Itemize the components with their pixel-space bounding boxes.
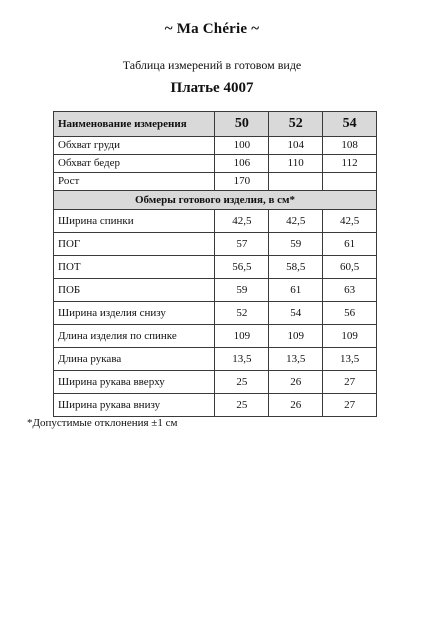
cell-value: 58,5 <box>269 256 323 279</box>
cell-value <box>269 173 323 191</box>
brand-title: ~ Ma Chérie ~ <box>164 21 260 37</box>
cell-value <box>323 173 377 191</box>
cell-value: 63 <box>323 279 377 302</box>
cell-value: 27 <box>323 371 377 394</box>
cell-value: 59 <box>269 233 323 256</box>
row-label: Обхват груди <box>54 137 215 155</box>
cell-value: 106 <box>215 155 269 173</box>
cell-value: 42,5 <box>269 210 323 233</box>
row-label: Ширина изделия снизу <box>54 302 215 325</box>
measurement-name-header: Наименование измерения <box>54 112 215 137</box>
cell-value: 61 <box>323 233 377 256</box>
cell-value: 27 <box>323 394 377 417</box>
cell-value: 52 <box>215 302 269 325</box>
row-label: Ширина рукава вверху <box>54 371 215 394</box>
row-label: ПОБ <box>54 279 215 302</box>
cell-value: 104 <box>269 137 323 155</box>
cell-value: 109 <box>269 325 323 348</box>
cell-value: 108 <box>323 137 377 155</box>
table-row <box>54 325 377 348</box>
cell-value: 13,5 <box>323 348 377 371</box>
table-row <box>54 371 377 394</box>
table-row <box>54 155 377 173</box>
table-row <box>54 173 377 191</box>
row-label: Длина рукава <box>54 348 215 371</box>
cell-value: 60,5 <box>323 256 377 279</box>
tolerance-footnote: *Допустимые отклонения ±1 см <box>27 417 178 429</box>
cell-value: 26 <box>269 394 323 417</box>
row-label: Ширина спинки <box>54 210 215 233</box>
cell-value: 13,5 <box>215 348 269 371</box>
cell-value: 109 <box>323 325 377 348</box>
cell-value: 54 <box>269 302 323 325</box>
size-header-52: 52 <box>269 112 323 137</box>
row-label: ПОТ <box>54 256 215 279</box>
cell-value: 42,5 <box>215 210 269 233</box>
cell-value: 100 <box>215 137 269 155</box>
cell-value: 110 <box>269 155 323 173</box>
table-row <box>54 210 377 233</box>
cell-value: 56,5 <box>215 256 269 279</box>
row-label: Ширина рукава внизу <box>54 394 215 417</box>
cell-value: 42,5 <box>323 210 377 233</box>
size-header-50: 50 <box>215 112 269 137</box>
size-header-54: 54 <box>323 112 377 137</box>
table-row <box>54 256 377 279</box>
model-title: Платье 4007 <box>170 80 254 96</box>
cell-value: 25 <box>215 371 269 394</box>
section-title: Обмеры готового изделия, в см* <box>54 191 377 210</box>
cell-value: 61 <box>269 279 323 302</box>
table-row <box>54 137 377 155</box>
table-header-row <box>54 112 377 137</box>
cell-value: 170 <box>215 173 269 191</box>
row-label: Рост <box>54 173 215 191</box>
table-row <box>54 302 377 325</box>
section-header-row <box>54 191 377 210</box>
row-label: Длина изделия по спинке <box>54 325 215 348</box>
table-row <box>54 348 377 371</box>
cell-value: 25 <box>215 394 269 417</box>
cell-value: 26 <box>269 371 323 394</box>
cell-value: 109 <box>215 325 269 348</box>
row-label: Обхват бедер <box>54 155 215 173</box>
table-row <box>54 233 377 256</box>
cell-value: 57 <box>215 233 269 256</box>
row-label: ПОГ <box>54 233 215 256</box>
cell-value: 56 <box>323 302 377 325</box>
table-row <box>54 279 377 302</box>
table-row <box>54 394 377 417</box>
size-chart-table <box>53 111 377 417</box>
cell-value: 112 <box>323 155 377 173</box>
table-subtitle: Таблица измерений в готовом виде <box>122 58 302 72</box>
cell-value: 13,5 <box>269 348 323 371</box>
cell-value: 59 <box>215 279 269 302</box>
